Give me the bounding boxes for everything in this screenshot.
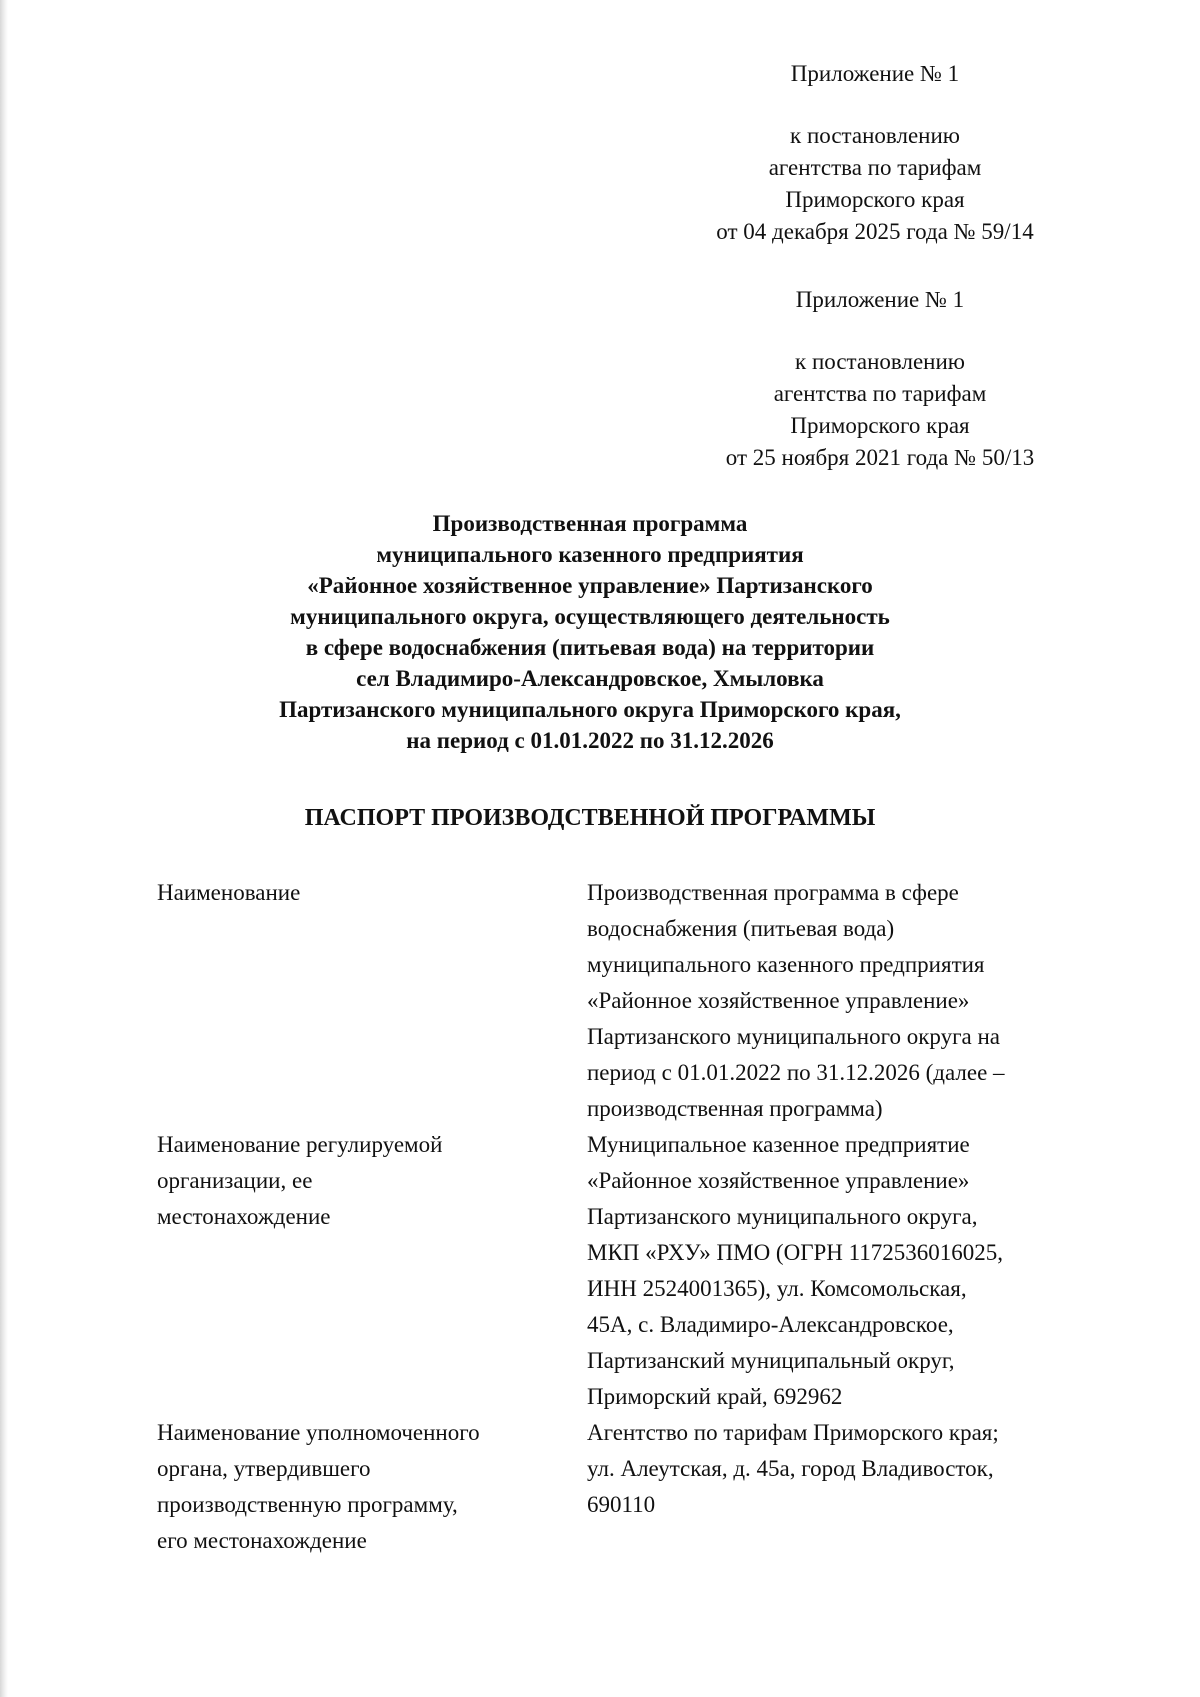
program-title-line: «Районное хозяйственное управление» Партизанского xyxy=(307,573,873,598)
appendix-title: Приложение № 1 xyxy=(790,61,960,86)
passport-heading: ПАСПОРТ ПРОИЗВОДСТВЕННОЙ ПРОГРАММЫ xyxy=(304,805,876,831)
passport-row-authority xyxy=(157,1415,1117,1559)
passport-value-line: муниципального казенного предприятия xyxy=(587,952,985,977)
appendix-date-line: от 04 декабря 2025 года № 59/14 xyxy=(716,219,1034,244)
appendix-body xyxy=(710,120,1040,248)
passport-value-line: Производственная программа в сфере xyxy=(587,880,959,905)
passport-value-line: Агентство по тарифам Приморского края; xyxy=(587,1420,999,1445)
appendix-body xyxy=(715,346,1045,474)
passport-row-organization xyxy=(157,1127,1117,1415)
program-title-line: в сфере водоснабжения (питьевая вода) на территории xyxy=(305,635,875,660)
passport-value xyxy=(587,1415,1117,1559)
passport-label-line: местонахождение xyxy=(157,1204,331,1229)
appendix-line: к постановлению xyxy=(790,123,960,148)
passport-value-line: ИНН 2524001365), ул. Комсомольская, xyxy=(587,1276,967,1301)
passport-value-line: период с 01.01.2022 по 31.12.2026 (далее – xyxy=(587,1060,1005,1085)
passport-value-line: «Районное хозяйственное управление» xyxy=(587,988,970,1013)
program-title xyxy=(180,508,1000,756)
passport-value-line: ул. Алеутская, д. 45а, город Владивосток, xyxy=(587,1456,994,1481)
appendix-date-line: от 25 ноября 2021 года № 50/13 xyxy=(725,445,1035,470)
passport-label-line: Наименование xyxy=(157,880,301,905)
passport-value-line: Партизанский муниципальный округ, xyxy=(587,1348,955,1373)
appendix-block-original xyxy=(715,284,1045,474)
passport-value-line: Партизанского муниципального округа на xyxy=(587,1024,1000,1049)
passport-value xyxy=(587,1127,1117,1415)
appendix-line: Приморского края xyxy=(790,413,970,438)
passport-label xyxy=(157,875,587,1127)
program-title-line: муниципального округа, осуществляющего деятельность xyxy=(290,604,890,629)
passport-value-line: производственная программа) xyxy=(587,1096,883,1121)
program-title-line: на период с 01.01.2022 по 31.12.2026 xyxy=(406,728,774,753)
passport-row-name xyxy=(157,875,1117,1127)
program-title-line: Партизанского муниципального округа Приморского края, xyxy=(279,697,901,722)
passport-label xyxy=(157,1415,587,1559)
program-title-line: муниципального казенного предприятия xyxy=(376,542,804,567)
passport-value-line: «Районное хозяйственное управление» xyxy=(587,1168,970,1193)
passport-value-line: Партизанского муниципального округа, xyxy=(587,1204,978,1229)
passport-value-line: Муниципальное казенное предприятие xyxy=(587,1132,970,1157)
appendix-title: Приложение № 1 xyxy=(795,287,965,312)
passport-label-line: его местонахождение xyxy=(157,1528,367,1553)
passport-value xyxy=(587,875,1117,1127)
passport-value-line: 45А, с. Владимиро-Александровское, xyxy=(587,1312,954,1337)
appendix-block-current xyxy=(710,58,1040,248)
passport-label-line: организации, ее xyxy=(157,1168,313,1193)
passport-label-line: производственную программу, xyxy=(157,1492,458,1517)
program-title-line: сел Владимиро-Александровское, Хмыловка xyxy=(356,666,824,691)
passport-label-line: Наименование уполномоченного xyxy=(157,1420,480,1445)
passport-value-line: водоснабжения (питьевая вода) xyxy=(587,916,895,941)
passport-label-line: Наименование регулируемой xyxy=(157,1132,443,1157)
scan-edge xyxy=(0,0,8,1697)
passport-table xyxy=(157,875,1117,1559)
appendix-line: Приморского края xyxy=(785,187,965,212)
passport-value-line: 690110 xyxy=(587,1492,656,1517)
passport-label xyxy=(157,1127,587,1415)
passport-value-line: Приморский край, 692962 xyxy=(587,1384,843,1409)
appendix-line: агентства по тарифам xyxy=(773,381,987,406)
passport-label-line: органа, утвердившего xyxy=(157,1456,371,1481)
passport-value-line: МКП «РХУ» ПМО (ОГРН 1172536016025, xyxy=(587,1240,1004,1265)
appendix-line: к постановлению xyxy=(795,349,965,374)
program-title-line: Производственная программа xyxy=(432,511,748,536)
appendix-line: агентства по тарифам xyxy=(768,155,982,180)
